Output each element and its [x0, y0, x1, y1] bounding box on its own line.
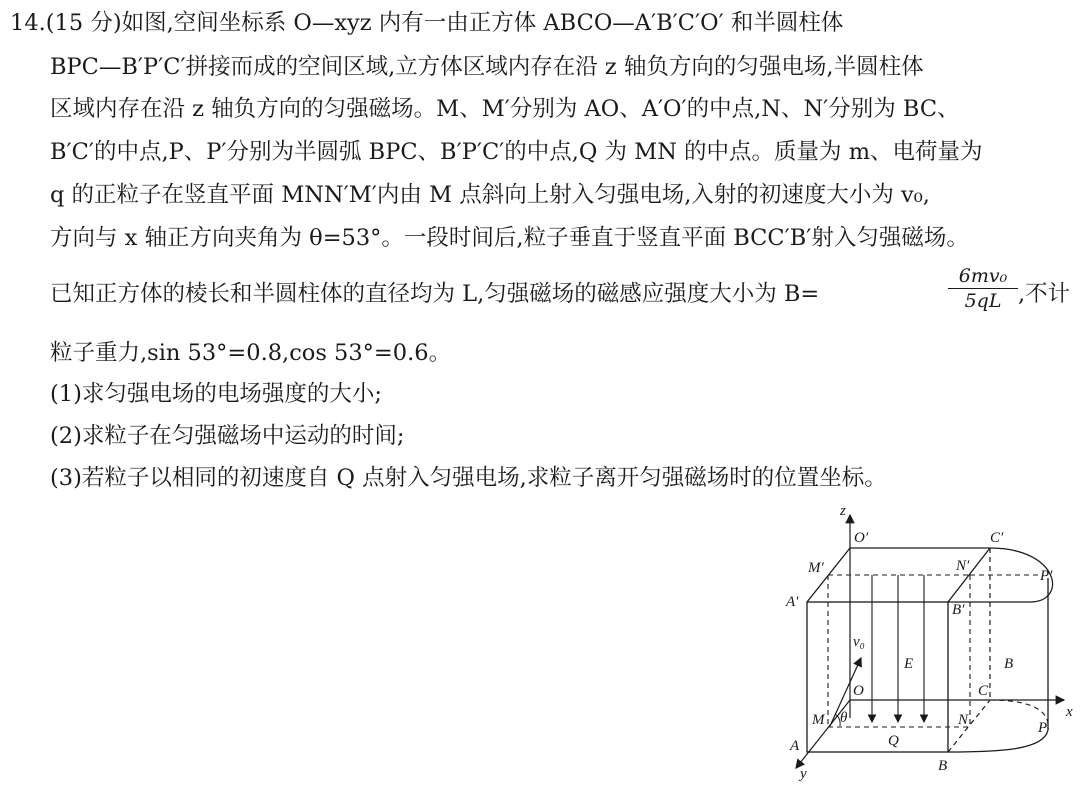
question-3: (3)若粒子以相同的初速度自 Q 点射入匀强电场,求粒子离开匀强磁场时的位置坐标。 — [50, 465, 887, 491]
label-a-prime: A′ — [786, 594, 799, 610]
problem-line-3: 区域内存在沿 z 轴负方向的匀强磁场。M、M′分别为 AO、A′O′的中点,N、N′分别为 BC、 — [50, 96, 960, 122]
question-2: (2)求粒子在匀强磁场中运动的时间; — [50, 423, 405, 449]
question-1: (1)求匀强电场的电场强度的大小; — [50, 381, 382, 407]
problem-line-7-tail: ,不计 — [1018, 281, 1071, 307]
label-x: x — [1066, 704, 1073, 720]
label-p-prime: P′ — [1040, 568, 1053, 584]
label-y: y — [800, 766, 807, 782]
label-c: C — [978, 683, 989, 699]
label-b: B — [938, 758, 948, 774]
problem-line-6: 方向与 x 轴正方向夹角为 θ=53°。一段时间后,粒子垂直于竖直平面 BCC′B′射入匀强磁场。 — [50, 225, 969, 251]
label-n-prime: N′ — [956, 558, 970, 574]
label-c-prime: C′ — [990, 530, 1004, 546]
problem-line-7: 已知正方体的棱长和半圆柱体的直径均为 L,匀强磁场的磁感应强度大小为 B= — [50, 281, 820, 307]
label-z: z — [840, 503, 846, 519]
label-theta: θ — [840, 710, 848, 726]
label-o: O — [853, 683, 864, 699]
problem-line-8: 粒子重力,sin 53°=0.8,cos 53°=0.6。 — [50, 340, 452, 366]
label-q: Q — [888, 733, 899, 749]
label-m-prime: M′ — [808, 560, 824, 576]
fraction-numerator: 6mv₀ — [958, 265, 1008, 287]
fraction-denominator: 5qL — [964, 290, 1002, 312]
label-b-field: B — [1004, 656, 1014, 672]
problem-line-1: 14.(15 分)如图,空间坐标系 O—xyz 内有一由正方体 ABCO—A′B′C′O′ 和半圆柱体 — [10, 10, 844, 36]
label-v0: v₀ — [853, 634, 865, 650]
label-p: P — [1038, 720, 1048, 736]
problem-line-5: q 的正粒子在竖直平面 MNN′M′内由 M 点斜向上射入匀强电场,入射的初速度大小为 v₀, — [50, 182, 930, 208]
problem-line-4: B′C′的中点,P、P′分别为半圆弧 BPC、B′P′C′的中点,Q 为 MN 的中点。质量为 m、电荷量为 — [50, 139, 983, 165]
label-o-prime: O′ — [854, 530, 869, 546]
label-a: A — [790, 738, 800, 754]
label-m: M — [812, 712, 825, 728]
label-e: E — [904, 656, 914, 672]
label-b-prime: B′ — [952, 602, 965, 618]
problem-line-2: BPC—B′P′C′拼接而成的空间区域,立方体区域内存在沿 z 轴负方向的匀强电场,半圆柱体 — [50, 54, 924, 80]
cylinder-bottom-arc-front — [948, 730, 1048, 752]
label-n: N — [958, 712, 969, 728]
